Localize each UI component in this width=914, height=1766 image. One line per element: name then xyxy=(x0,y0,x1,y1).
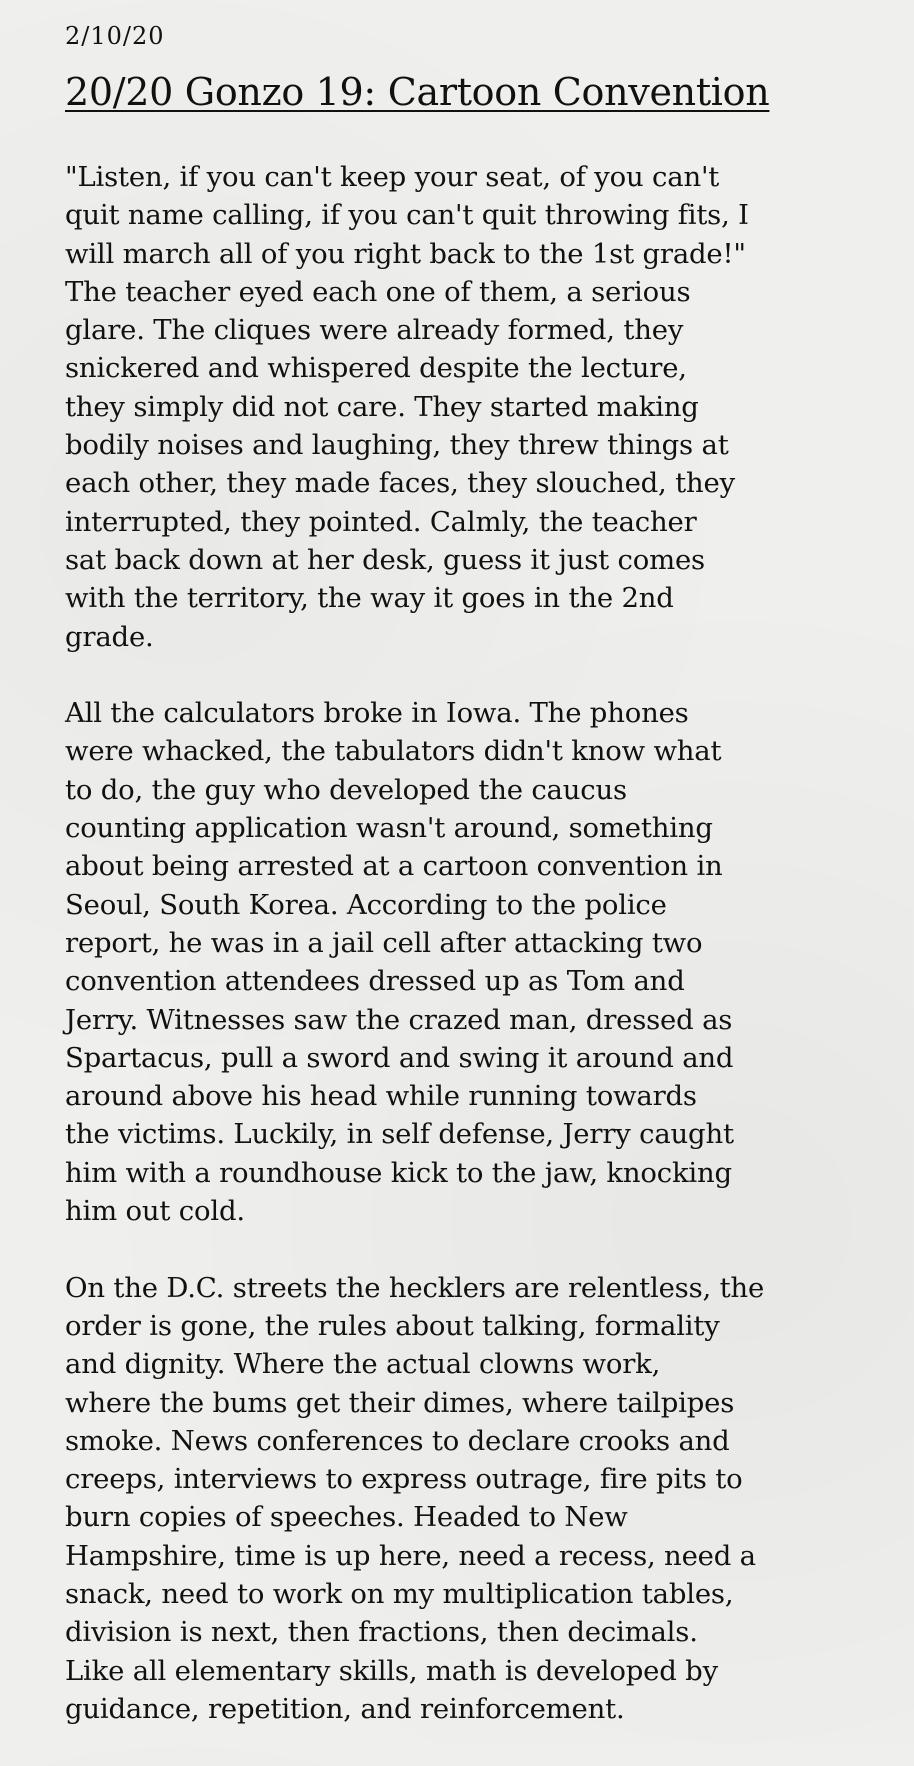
text-line: with the territory, the way it goes in the 2nd xyxy=(65,582,674,615)
text-line: glare. The cliques were already formed, they xyxy=(65,314,684,347)
text-line: order is gone, the rules about talking, formality xyxy=(65,1309,720,1342)
text-line: the victims. Luckily, in self defense, Jerry caught xyxy=(65,1118,734,1151)
text-line: The teacher eyed each one of them, a serious xyxy=(65,275,691,308)
text-line: and dignity. Where the actual clowns work, xyxy=(65,1348,661,1381)
post-date: 2/10/20 xyxy=(65,22,165,50)
text-line: snack, need to work on my multiplication tables, xyxy=(65,1577,734,1610)
text-line: quit name calling, if you can't quit throwing fits, I xyxy=(65,199,749,232)
paragraph xyxy=(65,1269,764,1729)
text-line: All the calculators broke in Iowa. The phones xyxy=(65,697,689,730)
text-line: Spartacus, pull a sword and swing it around and xyxy=(65,1041,734,1074)
text-line: report, he was in a jail cell after attacking two xyxy=(65,926,703,959)
text-line: bodily noises and laughing, they threw things at xyxy=(65,429,729,462)
text-line: to do, the guy who developed the caucus xyxy=(65,773,627,806)
text-line: Hampshire, time is up here, need a recess, need a xyxy=(65,1539,756,1572)
post-title[interactable]: 20/20 Gonzo 19: Cartoon Convention xyxy=(65,70,770,114)
text-line: around above his head while running towards xyxy=(65,1080,697,1113)
paragraph xyxy=(65,158,764,656)
text-line: guidance, repetition, and reinforcement. xyxy=(65,1692,625,1725)
text-line: creeps, interviews to express outrage, fire pits to xyxy=(65,1463,743,1496)
text-line: Seoul, South Korea. According to the police xyxy=(65,888,667,921)
text-line: where the bums get their dimes, where tailpipes xyxy=(65,1386,735,1419)
post-body xyxy=(65,158,764,1766)
text-line: division is next, then fractions, then decimals. xyxy=(65,1616,698,1649)
text-line: Jerry. Witnesses saw the crazed man, dressed as xyxy=(65,1003,733,1036)
text-line: On the D.C. streets the hecklers are relentless, the xyxy=(65,1271,765,1304)
text-line: interrupted, they pointed. Calmly, the teacher xyxy=(65,505,697,538)
text-line: sat back down at her desk, guess it just comes xyxy=(65,543,705,576)
text-line: grade. xyxy=(65,620,154,653)
text-line: convention attendees dressed up as Tom and xyxy=(65,965,685,998)
text-line: "Listen, if you can't keep your seat, of you can't xyxy=(65,161,720,193)
paragraph xyxy=(65,694,764,1230)
text-line: each other, they made faces, they slouched, they xyxy=(65,467,735,500)
text-line: him with a roundhouse kick to the jaw, knocking xyxy=(65,1156,732,1189)
text-line: were whacked, the tabulators didn't know what xyxy=(65,735,722,768)
text-line: snickered and whispered despite the lecture, xyxy=(65,352,687,385)
text-line: him out cold. xyxy=(65,1195,245,1228)
text-line: they simply did not care. They started making xyxy=(65,390,699,423)
text-line: burn copies of speeches. Headed to New xyxy=(65,1501,628,1534)
text-line: about being arrested at a cartoon convention in xyxy=(65,850,723,883)
text-line: counting application wasn't around, something xyxy=(65,812,713,845)
text-line: smoke. News conferences to declare crooks and xyxy=(65,1424,730,1457)
text-line: will march all of you right back to the 1st grade!" xyxy=(65,237,746,270)
text-line: Like all elementary skills, math is developed by xyxy=(65,1654,718,1687)
